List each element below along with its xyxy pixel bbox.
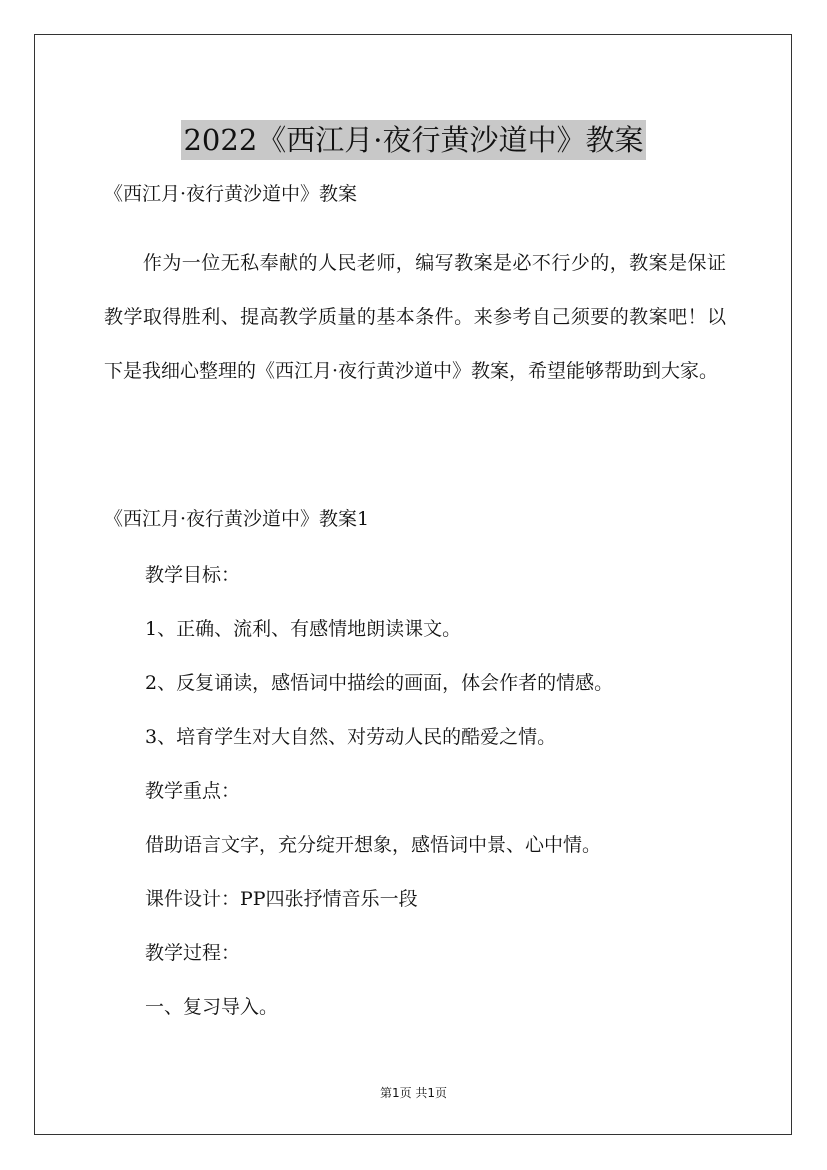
intro-text: 作为一位无私奉献的人民老师，编写教案是必不行少的，教案是保证教学取得胜利、提高教学质量的基本条件。来参考自己须要的教案吧！以下是我细心整理的《西江月·夜行黄沙道中》教案，希望能够帮助到大家。 — [104, 252, 726, 382]
intro-paragraph — [104, 236, 726, 398]
text-line: 教学目标： — [145, 564, 241, 586]
text-line: 借助语言文字，充分绽开想象，感悟词中景、心中情。 — [145, 834, 602, 856]
text-line: 课件设计：PP四张抒情音乐一段 — [145, 888, 418, 910]
page-number: 第1页 共1页 — [379, 1086, 448, 1100]
document-title: 2022《西江月·夜行黄沙道中》教案 — [181, 120, 645, 160]
title-container — [0, 101, 827, 180]
text-line: 3、培育学生对大自然、对劳动人民的酷爱之情。 — [145, 726, 557, 748]
text-line: 教学过程： — [145, 942, 241, 964]
text-line: 一、复习导入。 — [145, 996, 279, 1018]
document-subtitle: 《西江月·夜行黄沙道中》教案 — [104, 183, 358, 205]
text-line: 2、反复诵读，感悟词中描绘的画面，体会作者的情感。 — [145, 672, 614, 694]
text-line: 1、正确、流利、有感情地朗读课文。 — [145, 618, 462, 640]
section-heading: 《西江月·夜行黄沙道中》教案1 — [104, 508, 370, 530]
page-footer — [0, 1084, 827, 1101]
text-line: 教学重点： — [145, 780, 241, 802]
